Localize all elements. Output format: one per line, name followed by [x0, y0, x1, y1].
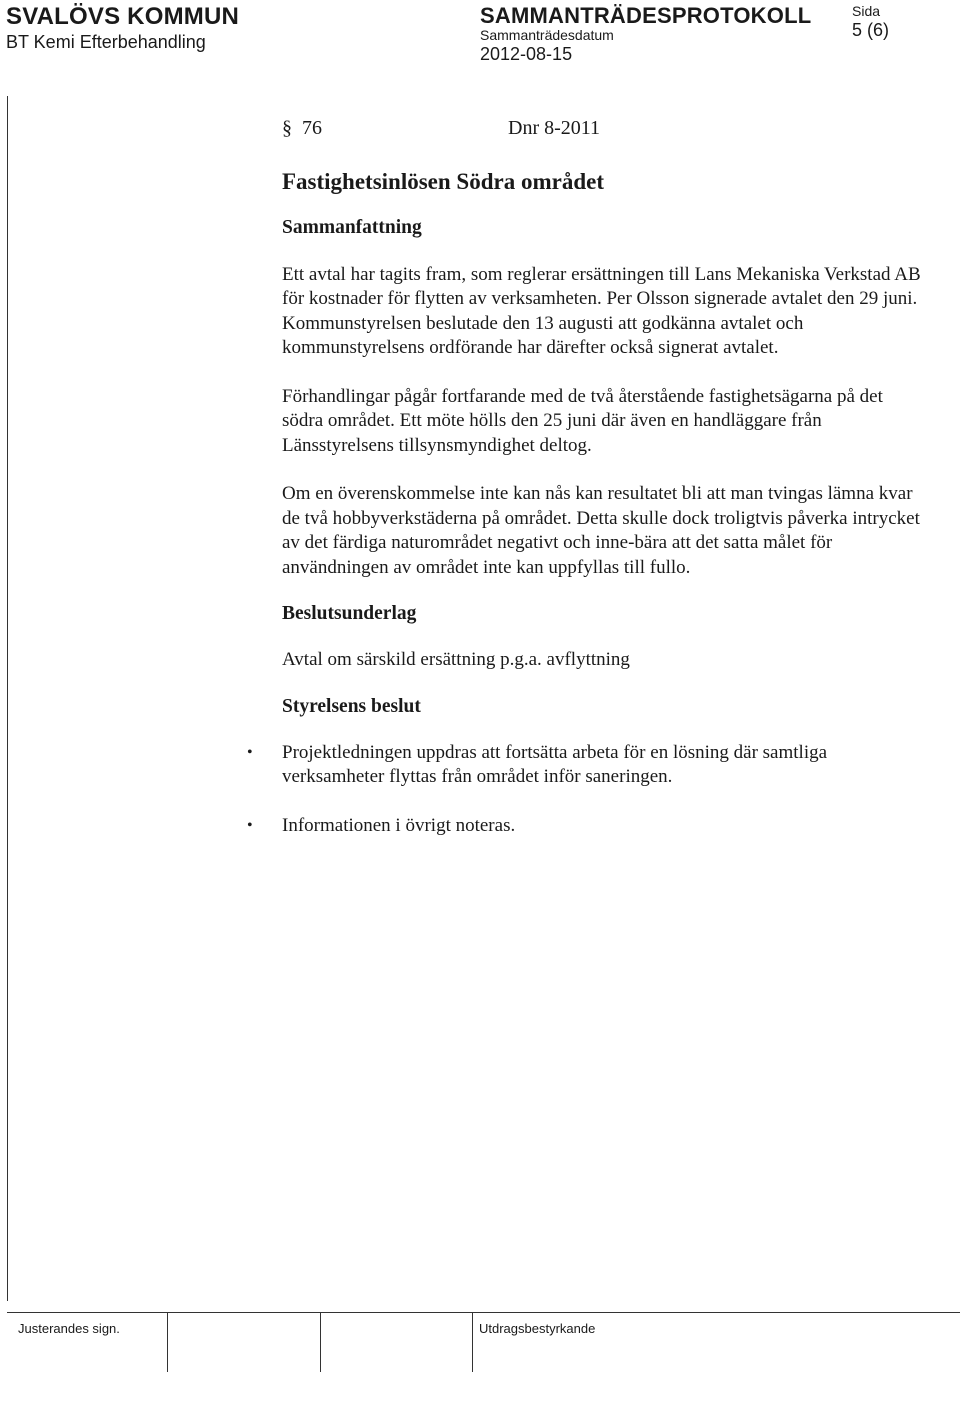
footer-divider — [167, 1312, 168, 1372]
summary-heading: Sammanfattning — [282, 216, 422, 238]
section-title: Fastighetsinlösen Södra området — [282, 168, 604, 194]
decision-heading: Styrelsens beslut — [282, 695, 421, 717]
organization-name: SVALÖVS KOMMUN — [6, 3, 240, 30]
left-margin-rule — [7, 96, 8, 1301]
case-reference: Dnr 8-2011 — [508, 117, 601, 139]
footer-rule — [7, 1312, 960, 1313]
page-number: 5 (6) — [852, 20, 890, 40]
meeting-date: 2012-08-15 — [480, 44, 573, 64]
decision-list — [247, 741, 922, 839]
document-type-title: SAMMANTRÄDESPROTOKOLL — [480, 3, 812, 28]
section-symbol: § — [282, 117, 292, 139]
bullet-icon: • — [247, 743, 253, 761]
page-label: Sida — [852, 3, 881, 19]
footer-divider — [472, 1312, 473, 1372]
footer-divider — [320, 1312, 321, 1372]
document-body — [247, 112, 922, 862]
basis-document: Avtal om särskild ersättning p.g.a. avflyttning — [282, 649, 630, 670]
summary-paragraph: Om en överenskommelse inte kan nås kan resultatet bli att man tvingas lämna kvar de två hobbyverkstäderna på området. Detta skulle dock troligtvis påverka intrycket av det färdiga naturområdet negativt och inne-bära att det satta målet för användningen av området inte kan uppfyllas till fullo. — [282, 483, 920, 578]
decision-item-text: Informationen i övrigt noteras. — [282, 814, 516, 836]
footer-signature-label: Justerandes sign. — [18, 1321, 120, 1336]
department-name: BT Kemi Efterbehandling — [6, 32, 206, 52]
summary-paragraph: Förhandlingar pågår fortfarande med de två återstående fastighetsägarna på det södra området. Ett möte hölls den 25 juni där även en handläggare från Länsstyrelsens tillsynsmyndighet deltog. — [282, 385, 883, 456]
section-number: 76 — [302, 117, 322, 139]
summary-paragraph: Ett avtal har tagits fram, som reglerar ersättningen till Lans Mekaniska Verkstad AB för kostnader för flytten av verksamheten. Per Olsson signerade avtalet den 29 juni. Kommunstyrelsen beslutade den 13 augusti att godkänna avtalet och kommunstyrelsens ordförande har därefter också signerat avtalet. — [282, 263, 921, 358]
basis-heading: Beslutsunderlag — [282, 603, 417, 624]
footer-extract-label: Utdragsbestyrkande — [479, 1321, 596, 1336]
decision-item-text: Projektledningen uppdras att fortsätta arbeta för en lösning där samtliga verksamheter flyttas från området inför saneringen. — [282, 741, 828, 787]
decision-item — [247, 814, 922, 839]
bullet-icon: • — [247, 816, 253, 834]
decision-item — [247, 741, 922, 790]
section-header-line — [282, 116, 922, 141]
meeting-date-label: Sammanträdesdatum — [480, 27, 614, 43]
